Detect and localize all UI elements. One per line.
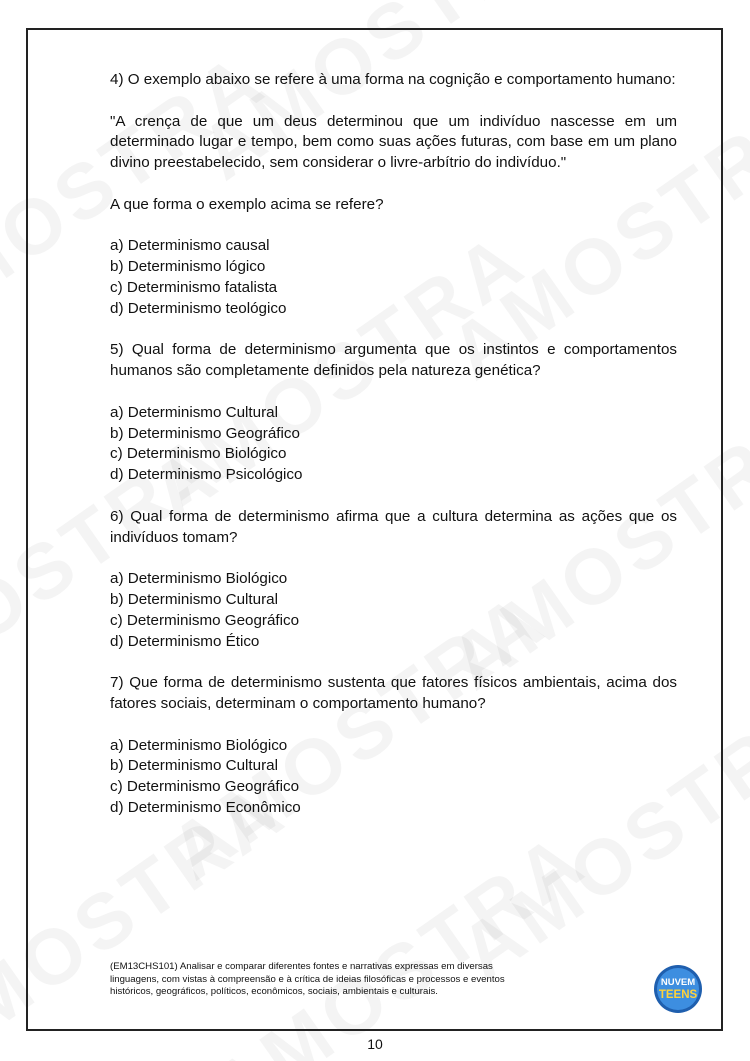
option-a: a) Determinismo causal [110, 237, 270, 255]
question-6-stem: 6) Qual forma de determinismo afirma que a cultura determina as ações que os indivíduos tomam? [110, 507, 677, 546]
question-4-quote: "A crença de que um deus determinou que um indivíduo nascesse em um determinado lugar e tempo, bem como suas ações futuras, com base em um plano divino preestabelecido, sem considerar o livre-arbítrio do indivíduo." [110, 112, 677, 172]
option-a: a) Determinismo Cultural [110, 403, 278, 421]
option-b: b) Determinismo Cultural [110, 757, 278, 775]
question-6-options [110, 569, 677, 652]
question-4-prompt: A que forma o exemplo acima se refere? [110, 195, 384, 213]
question-content [110, 70, 677, 839]
option-b: b) Determinismo lógico [110, 258, 266, 276]
option-b: b) Determinismo Cultural [110, 590, 278, 608]
option-a: a) Determinismo Biológico [110, 736, 288, 754]
question-5-options [110, 403, 677, 486]
bncc-skill-note: (EM13CHS101) Analisar e comparar diferentes fontes e narrativas expressas em diversas linguagens, com vistas à compreensão e à crítica de ideias filosóficas e processos e eventos históricos, geográficos, políticos, econômicos, sociais, ambientais e culturais. [110, 961, 505, 997]
option-c: c) Determinismo fatalista [110, 278, 278, 296]
logo-line1: NUVEM [660, 977, 696, 988]
option-d: d) Determinismo Psicológico [110, 466, 303, 484]
option-c: c) Determinismo Geográfico [110, 778, 300, 796]
question-7-options [110, 736, 677, 819]
option-c: c) Determinismo Geográfico [110, 611, 300, 629]
question-4-options [110, 236, 677, 319]
option-d: d) Determinismo teológico [110, 299, 287, 317]
question-4-stem: 4) O exemplo abaixo se refere à uma forma na cognição e comportamento humano: [110, 71, 676, 88]
page-number: 10 [367, 1036, 383, 1052]
question-5-stem: 5) Qual forma de determinismo argumenta que os instintos e comportamentos humanos são completamente definidos pela natureza genética? [110, 341, 677, 380]
option-d: d) Determinismo Econômico [110, 798, 301, 816]
nuvem-teens-logo [653, 964, 703, 1014]
logo-line2: TEENS [658, 989, 698, 1001]
option-d: d) Determinismo Ético [110, 632, 260, 650]
option-a: a) Determinismo Biológico [110, 570, 288, 588]
question-7-stem: 7) Que forma de determinismo sustenta que fatores físicos ambientais, acima dos fatores sociais, determinam o comportamento humano? [110, 674, 677, 712]
option-b: b) Determinismo Geográfico [110, 424, 300, 442]
option-c: c) Determinismo Biológico [110, 445, 287, 463]
